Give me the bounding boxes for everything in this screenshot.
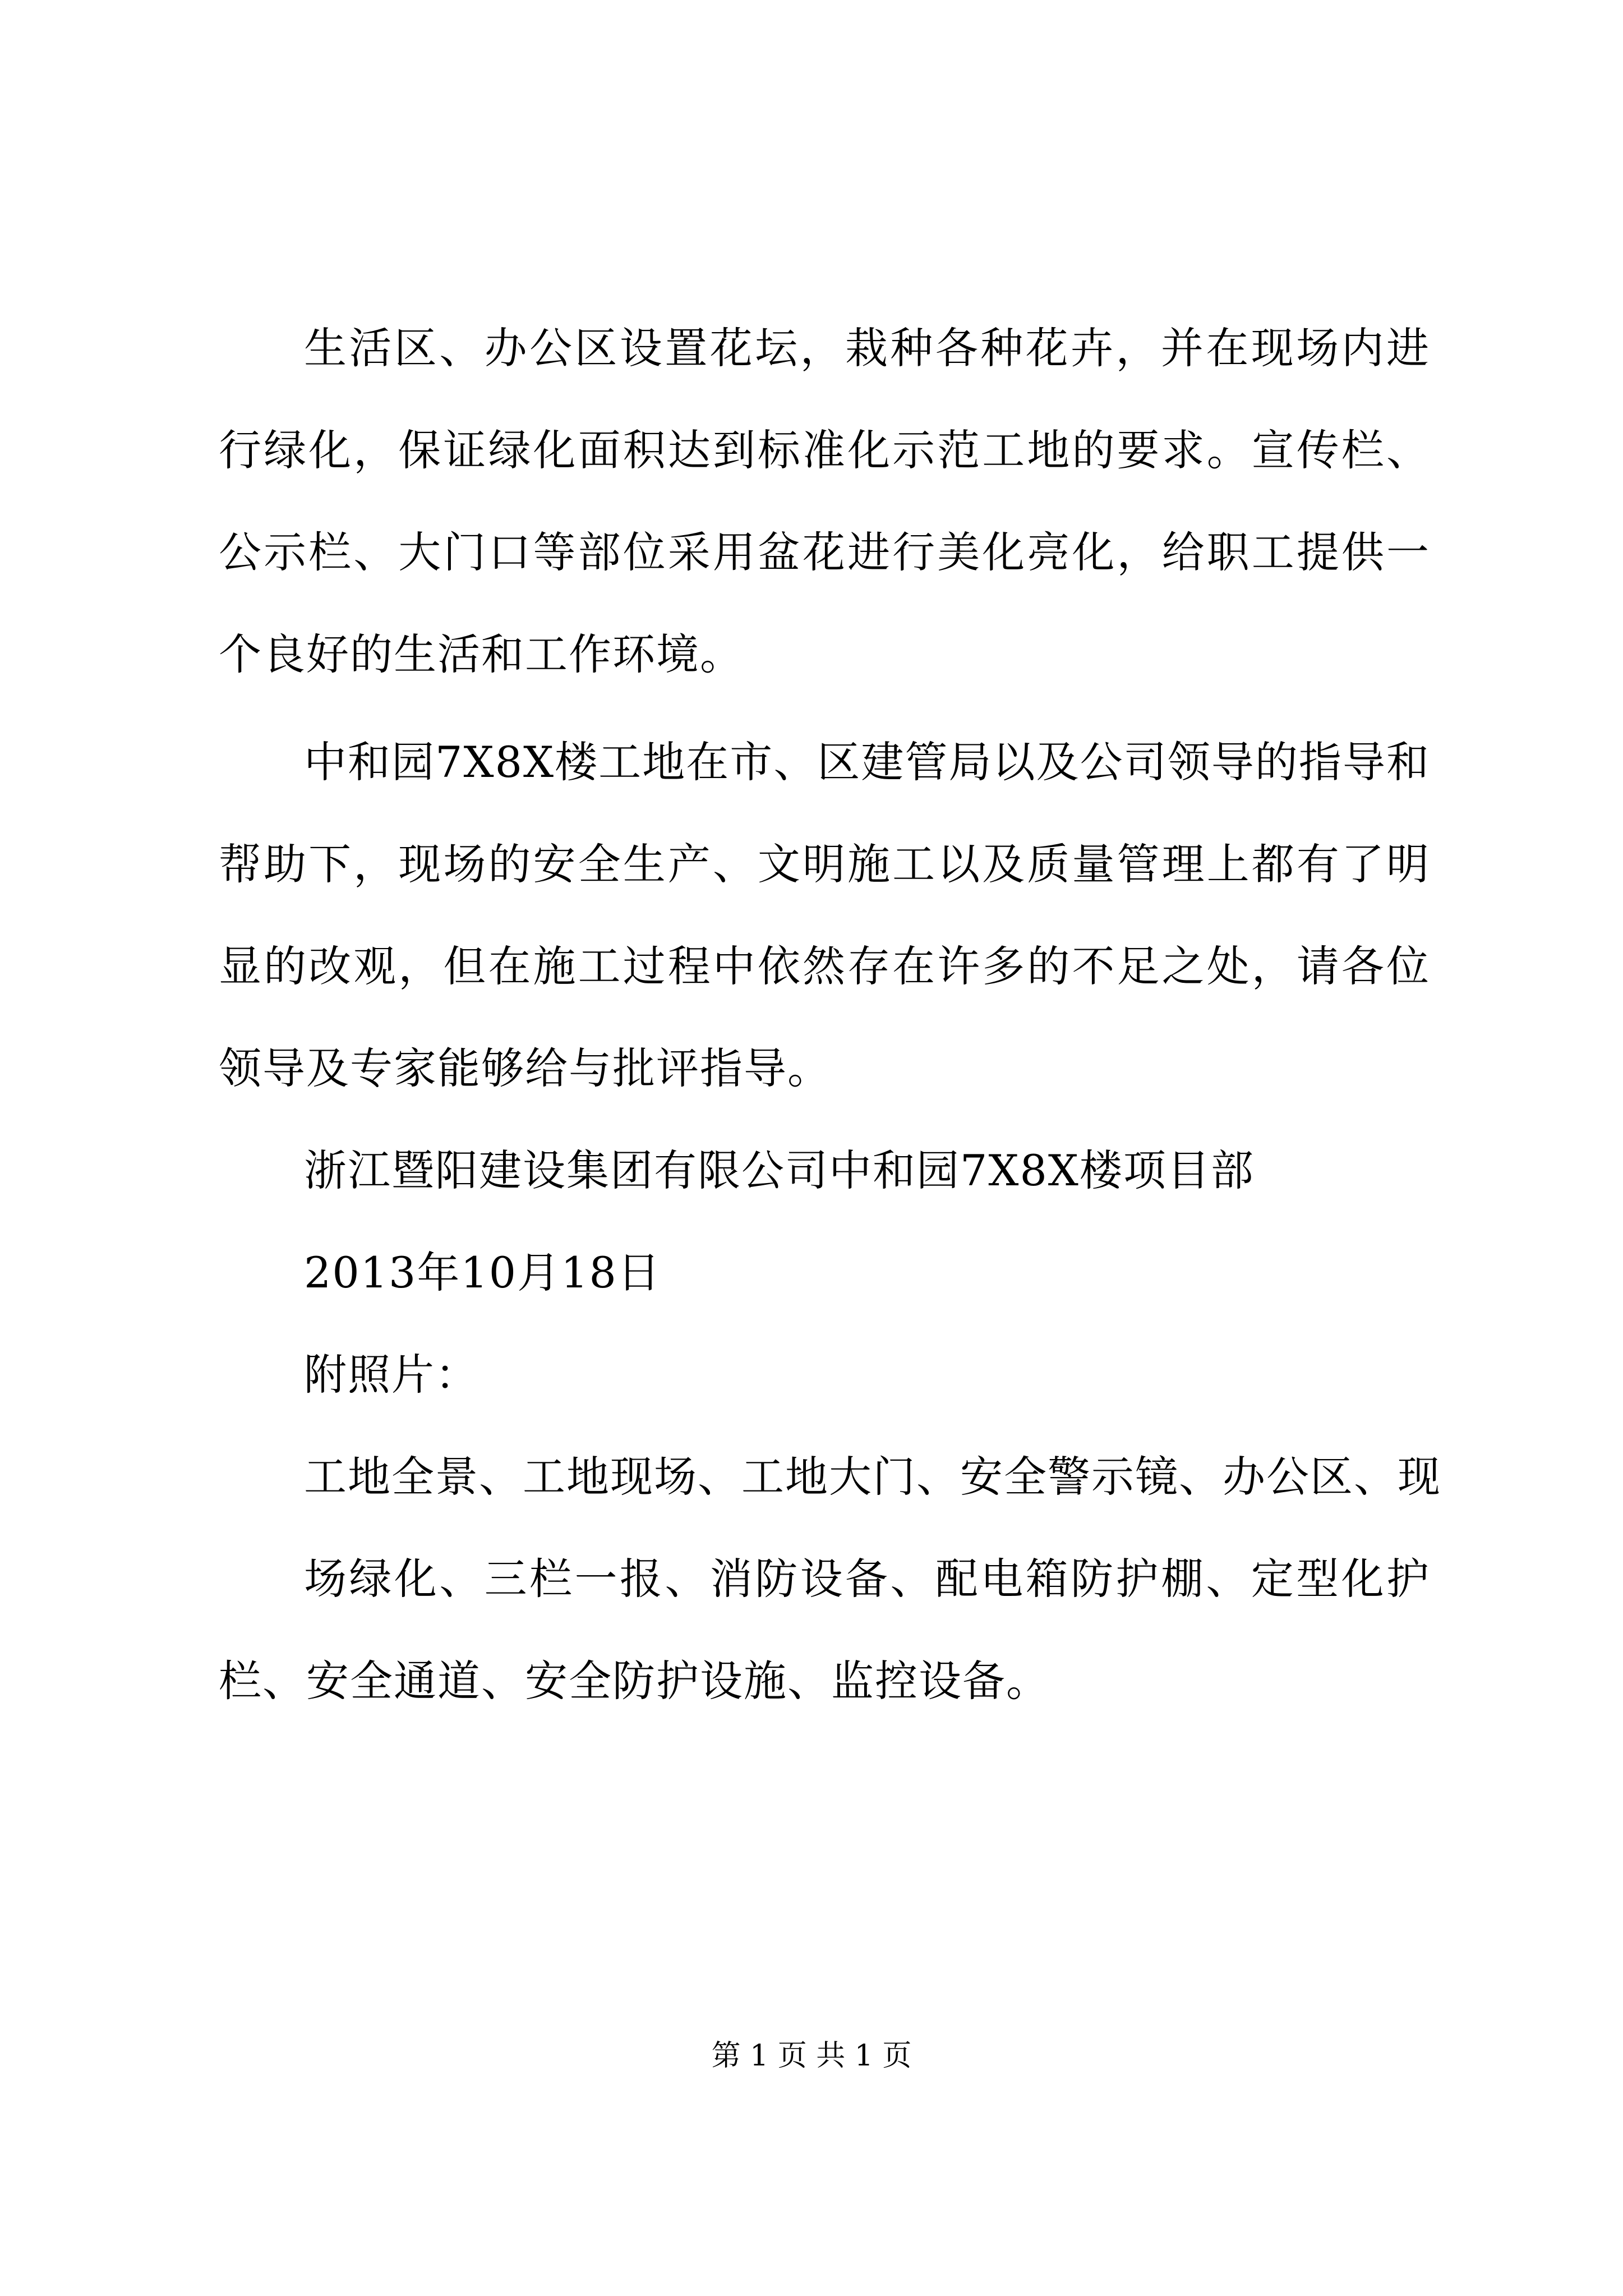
attachment-list-rest: 场绿化、三栏一报、消防设备、配电箱防护棚、定型化护栏、安全通道、安全防护设施、监控设备。: [219, 1554, 1430, 1706]
page-footer: 第 1 页 共 1 页: [711, 2039, 912, 2073]
signature-line: 浙江暨阳建设集团有限公司中和园7X8X楼项目部: [304, 1145, 1255, 1195]
attachment-list-line1: 工地全景、工地现场、工地大门、安全警示镜、办公区、现: [304, 1452, 1441, 1502]
date-line: 2013年10月18日: [304, 1248, 661, 1297]
paragraph-landscaping: 生活区、办公区设置花坛，栽种各种花卉，并在现场内进行绿化，保证绿化面积达到标准化示范工地的要求。宣传栏、公示栏、大门口等部位采用盆花进行美化亮化，给职工提供一个良好的生活和工作环境。: [219, 323, 1430, 679]
document-body: [219, 297, 1441, 1732]
paragraph-summary: 中和园7X8X楼工地在市、区建管局以及公司领导的指导和帮助下，现场的安全生产、文明施工以及质量管理上都有了明显的改观，但在施工过程中依然存在许多的不足之处，请各位领导及专家能够给与批评指导。: [219, 737, 1430, 1093]
attachment-label: 附照片：: [304, 1350, 479, 1400]
